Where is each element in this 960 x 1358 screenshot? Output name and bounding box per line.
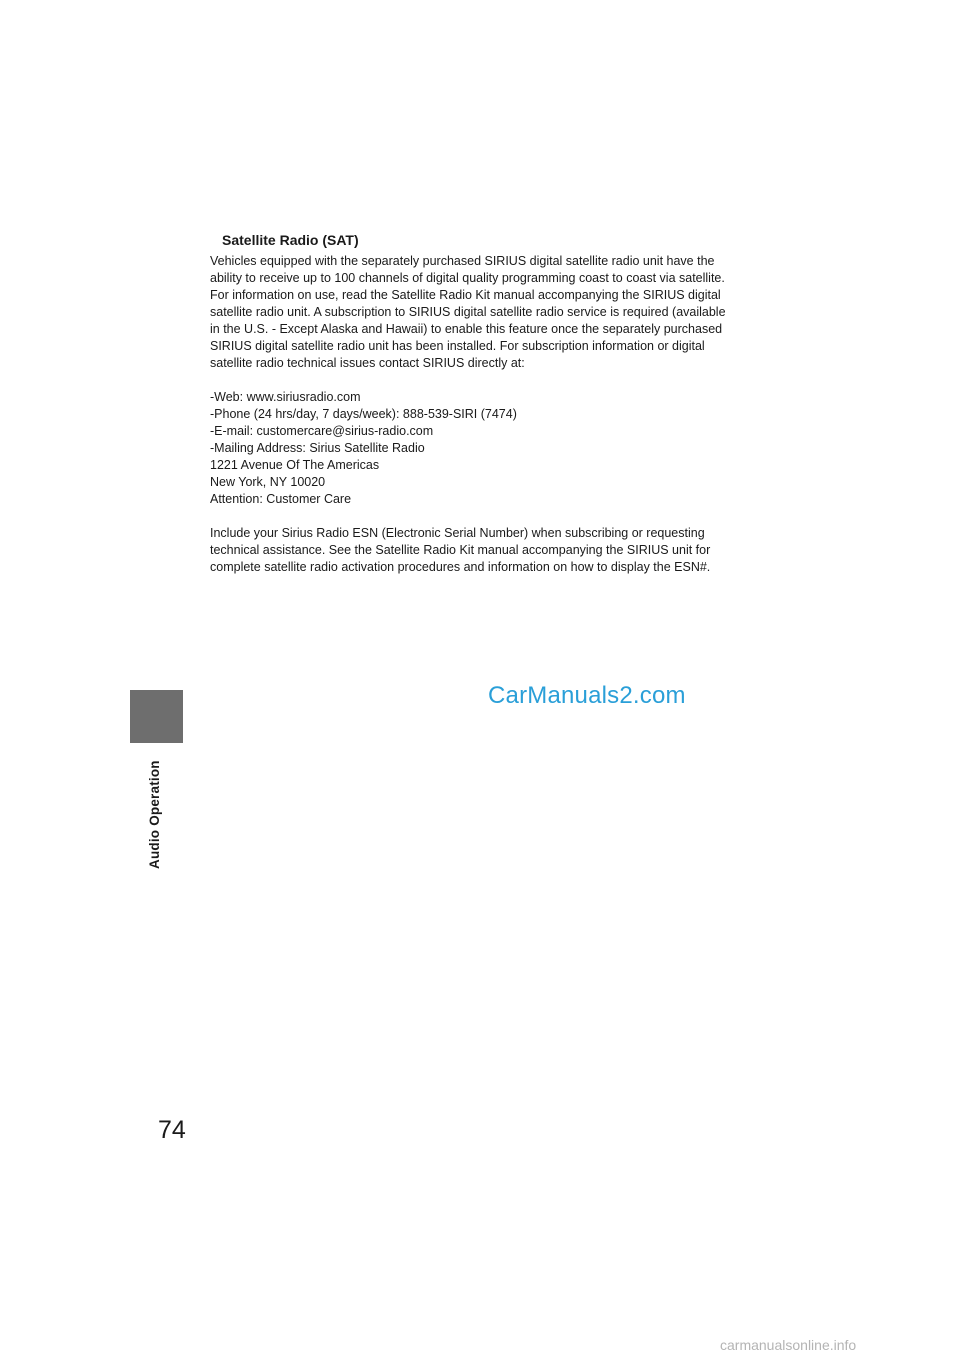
contact-phone: -Phone (24 hrs/day, 7 days/week): 888-539-SIRI (7474) xyxy=(210,407,517,421)
section-tab-marker xyxy=(130,690,183,743)
footer-watermark: carmanualsonline.info xyxy=(720,1337,857,1353)
body-line: satellite radio unit. A subscription to SIRIUS digital satellite radio service is required (available xyxy=(210,305,726,319)
page-number: 74 xyxy=(158,1116,186,1144)
section-title: Satellite Radio (SAT) xyxy=(222,232,359,248)
body-line: Vehicles equipped with the separately purchased SIRIUS digital satellite radio unit have the xyxy=(210,254,715,268)
body-line: in the U.S. - Except Alaska and Hawaii) to enable this feature once the separately purchased xyxy=(210,322,723,336)
contact-web: -Web: www.siriusradio.com xyxy=(210,390,361,404)
section-body xyxy=(210,253,780,576)
body-line: Include your Sirius Radio ESN (Electronic Serial Number) when subscribing or requesting xyxy=(210,526,705,540)
contact-attention: Attention: Customer Care xyxy=(210,492,352,506)
contact-email: -E-mail: customercare@sirius-radio.com xyxy=(210,424,434,438)
contact-mailing-address: -Mailing Address: Sirius Satellite Radio xyxy=(210,441,425,455)
section-side-label: Audio Operation xyxy=(147,760,162,869)
body-line: technical assistance. See the Satellite Radio Kit manual accompanying the SIRIUS unit for xyxy=(210,543,711,557)
body-line: SIRIUS digital satellite radio unit has been installed. For subscription information or digital xyxy=(210,339,705,353)
paragraph-spacer xyxy=(210,508,780,525)
contact-city: New York, NY 10020 xyxy=(210,475,326,489)
body-line: ability to receive up to 100 channels of digital quality programming coast to coast via satellite. xyxy=(210,271,725,285)
body-line: satellite radio technical issues contact SIRIUS directly at: xyxy=(210,356,525,370)
contact-street: 1221 Avenue Of The Americas xyxy=(210,458,380,472)
body-line: complete satellite radio activation procedures and information on how to display the ESN#. xyxy=(210,560,711,574)
paragraph-spacer xyxy=(210,372,780,389)
watermark-text: CarManuals2.com xyxy=(488,682,686,709)
body-line: For information on use, read the Satellite Radio Kit manual accompanying the SIRIUS digital xyxy=(210,288,721,302)
